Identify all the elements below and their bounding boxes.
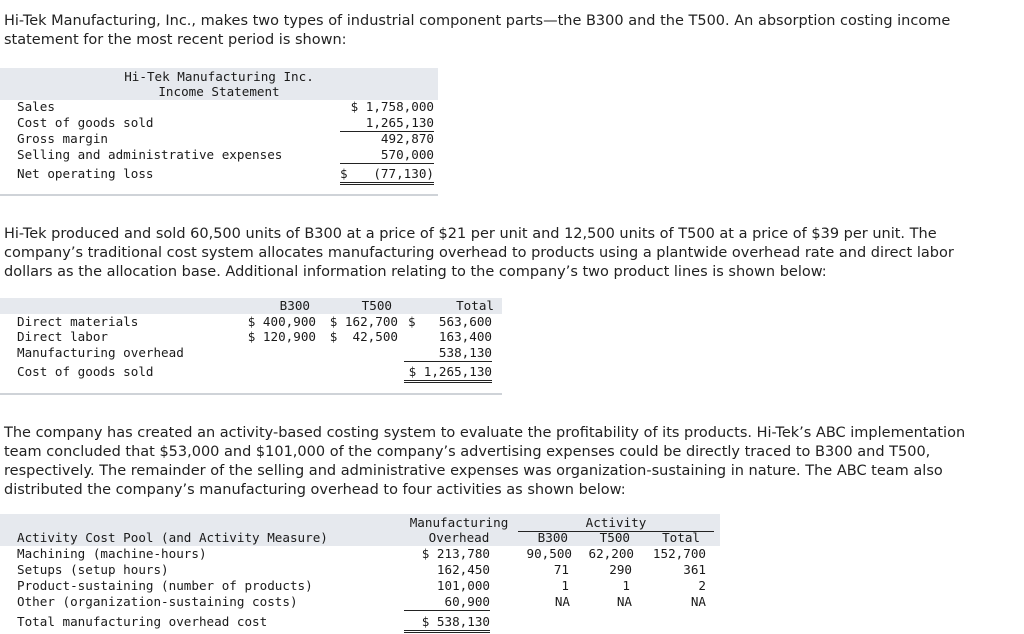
activity-t500-product-sustaining: 1 (622, 578, 630, 593)
activity-pool-header: Activity Cost Pool (and Activity Measure) (17, 530, 328, 545)
product-label-cogs: Cost of goods sold (17, 364, 154, 379)
product-header-total: Total (456, 298, 494, 313)
product-label-dl: Direct labor (17, 329, 108, 344)
product-dm-currency: $ (408, 314, 416, 329)
income-value-sga: 570,000 (340, 147, 434, 164)
income-value-gross: 492,870 (380, 131, 434, 146)
activity-b300-machining: 90,500 (526, 546, 572, 561)
activity-mo-other: 60,900 (404, 594, 490, 611)
product-cogs-total: $ 1,265,130 (404, 364, 492, 383)
product-label-mo: Manufacturing overhead (17, 345, 184, 360)
activity-header-total: Total (662, 530, 700, 545)
intro-paragraph: Hi-Tek Manufacturing, Inc., makes two types of industrial component parts—the B300 and the T500. An absorption costing income statement for the most recent period is shown: (4, 13, 951, 48)
activity-mo-setups: 162,450 (436, 562, 490, 577)
activity-b300-setups: 71 (553, 562, 569, 577)
product-header-b300: B300 (279, 298, 310, 313)
activity-t500-other: NA (616, 594, 632, 609)
activity-label-machining: Machining (machine-hours) (17, 546, 207, 561)
activity-group-header: Activity (518, 515, 714, 532)
second-paragraph: Hi-Tek produced and sold 60,500 units of B300 at a price of $21 per unit and 12,500 units of T500 at a price of $39 per unit. The company’s traditional cost system allocates manufacturing overhead to products using a plantwide overhead rate and direct labor dollars as the allocation base. Additional information relating to the company’s two product lines is shown below: (4, 226, 954, 280)
activity-label-product-sustaining: Product-sustaining (number of products) (17, 578, 313, 593)
income-label-sga: Selling and administrative expenses (17, 147, 283, 162)
income-company: Hi-Tek Manufacturing Inc. (124, 69, 314, 84)
activity-mo-header-line2: Overhead (428, 530, 490, 545)
income-net-currency: $ (340, 166, 348, 181)
income-value-cogs: 1,265,130 (340, 115, 434, 132)
activity-b300-product-sustaining: 1 (561, 578, 569, 593)
product-cost-table (0, 298, 502, 392)
income-value-sales: $ 1,758,000 (350, 99, 434, 114)
product-dl-total: 163,400 (438, 329, 492, 344)
product-label-dm: Direct materials (17, 314, 139, 329)
income-bottom-rule (0, 194, 438, 196)
product-dl-t500: $ 42,500 (329, 329, 398, 344)
activity-b300-other: NA (554, 594, 570, 609)
income-label-cogs: Cost of goods sold (17, 115, 154, 130)
activity-total-setups: 361 (683, 562, 706, 577)
activity-total-machining: 152,700 (652, 546, 706, 561)
income-label-gross: Gross margin (17, 131, 108, 146)
income-title: Income Statement (158, 84, 280, 99)
activity-mo-machining: $ 213,780 (421, 546, 490, 561)
activity-header-t500: T500 (599, 530, 630, 545)
activity-total-value: $ 538,130 (404, 614, 490, 633)
product-dm-total: 563,600 (438, 314, 492, 329)
activity-mo-header-line1: Manufacturing (409, 515, 509, 530)
product-dm-t500: $ 162,700 (329, 314, 398, 329)
income-statement (0, 68, 438, 194)
activity-mo-product-sustaining: 101,000 (436, 578, 490, 593)
activity-label-other: Other (organization-sustaining costs) (17, 594, 298, 609)
activity-header-b300: B300 (537, 530, 568, 545)
activity-label-setups: Setups (setup hours) (17, 562, 169, 577)
product-header-t500: T500 (361, 298, 392, 313)
activity-total-other: NA (690, 594, 706, 609)
income-value-net: (77,130) (340, 166, 434, 185)
activity-t500-setups: 290 (609, 562, 632, 577)
third-paragraph: The company has created an activity-based costing system to evaluate the profitability of its products. Hi-Tek’s ABC implementation team concluded that $53,000 and $101,000 of the company’s advertising expenses could be directly traced to B300 and T500, respectively. The remainder of the selling and administrative expenses was organization-sustaining in nature. The ABC team also distributed the company’s manufacturing overhead to four activities as shown below: (4, 425, 966, 498)
product-dl-b300: $ 120,900 (247, 329, 316, 344)
activity-total-label: Total manufacturing overhead cost (17, 614, 268, 629)
product-dm-b300: $ 400,900 (247, 314, 316, 329)
activity-cost-table (0, 514, 720, 634)
activity-t500-machining: 62,200 (588, 546, 634, 561)
product-mo-total: 538,130 (404, 345, 492, 362)
activity-total-product-sustaining: 2 (698, 578, 706, 593)
income-label-net: Net operating loss (17, 166, 154, 181)
product-bottom-rule (0, 393, 502, 395)
income-label-sales: Sales (17, 99, 55, 114)
